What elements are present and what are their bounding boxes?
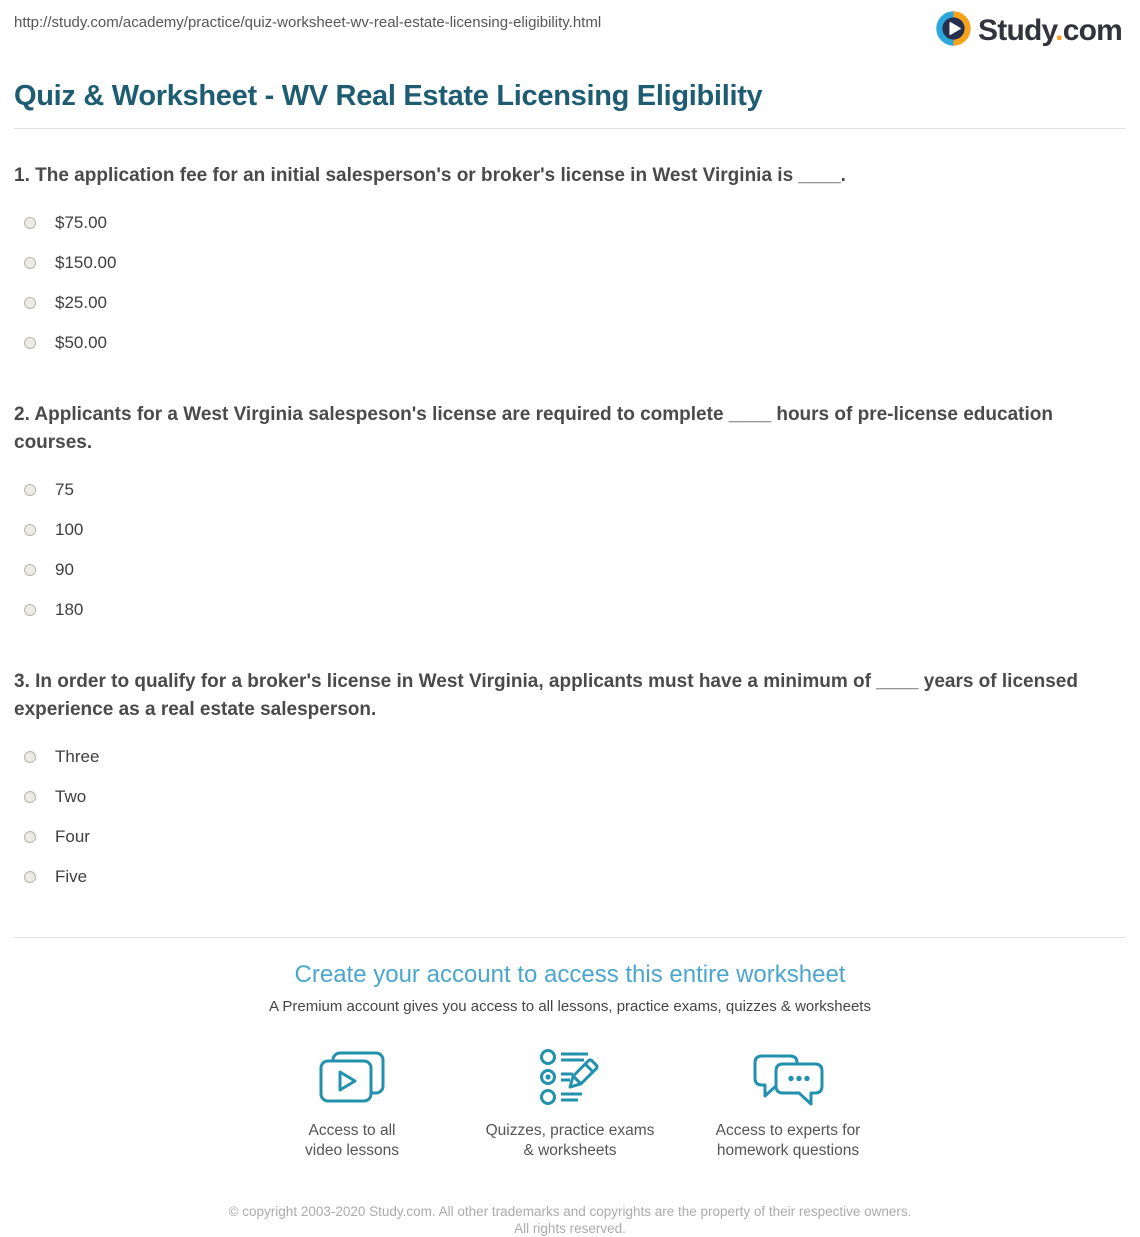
option-label: $75.00 [55,213,107,232]
radio-button[interactable] [24,791,36,803]
radio-button[interactable] [24,524,36,536]
logo-dot: . [1055,14,1063,47]
page-url: http://study.com/academy/practice/quiz-worksheet-wv-real-estate-licensing-eligibility.html [14,14,602,31]
radio-button[interactable] [24,751,36,763]
answer-options [0,203,1140,363]
radio-button[interactable] [24,831,36,843]
option-label: Three [55,747,100,766]
answer-option[interactable] [0,817,1140,857]
answer-option[interactable] [0,777,1140,817]
question-2 [0,401,1140,630]
question-text: 3. In order to qualify for a broker's license in West Virginia, applicants must have a minimum of ____ years of licensed experience as a real estate salesperson. [14,671,1078,720]
answer-option[interactable] [0,470,1140,510]
answer-option[interactable] [0,590,1140,630]
question-text: 1. The application fee for an initial salesperson's or broker's license in West Virginia is ____. [14,165,846,186]
copyright-text: © copyright 2003-2020 Study.com. All other trademarks and copyrights are the property of their respective owners. All rights reserved. [228,1204,912,1236]
option-label: 90 [55,560,74,579]
study-logo[interactable] [935,10,1122,52]
answer-option[interactable] [0,283,1140,323]
option-label: Five [55,867,88,886]
answer-option[interactable] [0,857,1140,897]
feature-expert-help [679,1048,897,1161]
page-footer [0,1203,1140,1237]
quizzes-worksheets-icon [537,1048,603,1108]
option-label: $50.00 [55,333,107,352]
question-3 [0,668,1140,897]
radio-button[interactable] [24,871,36,883]
create-account-link[interactable]: Create your account to access this entire worksheet [294,961,846,988]
signup-subheading: A Premium account gives you access to all lessons, practice exams, quizzes & worksheets [269,998,871,1015]
answer-options [0,470,1140,630]
radio-button[interactable] [24,564,36,576]
video-lessons-icon [317,1048,387,1108]
radio-button[interactable] [24,484,36,496]
answer-option[interactable] [0,323,1140,363]
feature-video-lessons [243,1048,461,1161]
feature-label: Access to all video lessons [305,1122,399,1159]
answer-option[interactable] [0,737,1140,777]
question-text: 2. Applicants for a West Virginia salespeson's license are required to complete ____ hours of pre-license education courses. [14,404,1053,453]
question-1 [0,162,1140,363]
option-label: 180 [55,600,84,619]
feature-label: Access to experts for homework questions [715,1122,861,1159]
feature-quizzes-worksheets [461,1048,679,1161]
signup-section [0,961,1140,1161]
feature-label: Quizzes, practice exams & worksheets [485,1122,655,1159]
option-label: 100 [55,520,84,539]
option-label: 75 [55,480,74,499]
divider [14,128,1126,129]
answer-option[interactable] [0,510,1140,550]
page-title: Quiz & Worksheet - WV Real Estate Licensing Eligibility [14,80,763,112]
divider [14,937,1126,938]
radio-button[interactable] [24,217,36,229]
option-label: Two [55,787,87,806]
radio-button[interactable] [24,297,36,309]
answer-option[interactable] [0,243,1140,283]
radio-button[interactable] [24,604,36,616]
option-label: Four [55,827,90,846]
option-label: $150.00 [55,253,117,272]
study-logo-text: Study.com [978,14,1122,47]
answer-options [0,737,1140,897]
experts-chat-icon [751,1048,825,1108]
feature-list [0,1048,1140,1161]
page-header [0,0,1140,52]
radio-button[interactable] [24,257,36,269]
study-logo-icon [935,10,972,52]
option-label: $25.00 [55,293,107,312]
answer-option[interactable] [0,203,1140,243]
radio-button[interactable] [24,337,36,349]
answer-option[interactable] [0,550,1140,590]
